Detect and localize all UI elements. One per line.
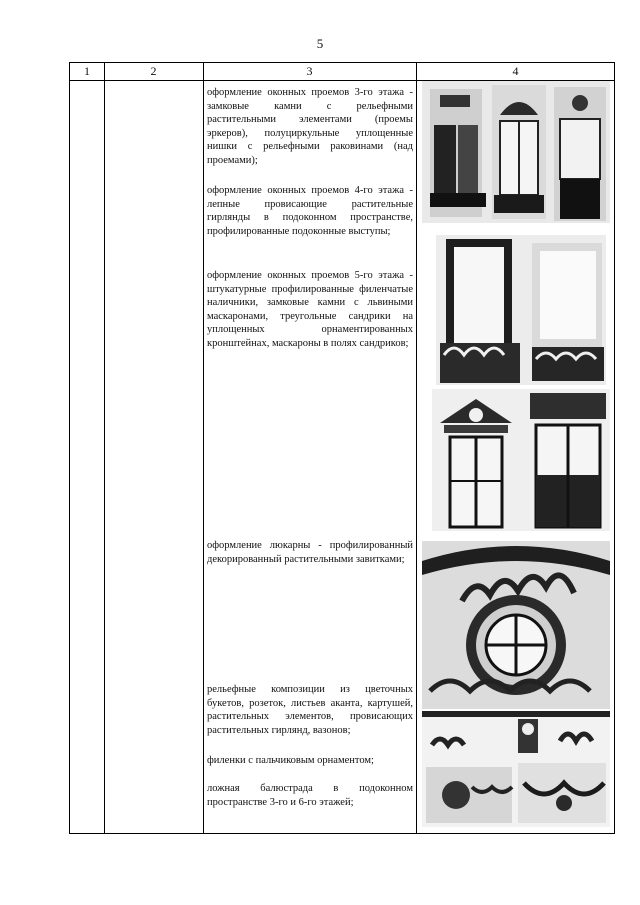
photo-windows-3rd-floor bbox=[422, 81, 610, 223]
description-dormer: оформление люкарны - профилированный декорированный растительными завитками; bbox=[207, 540, 413, 565]
description-false-balustrade: ложная балюстрада в подоконном пространстве 3-го и 6-го этажей; bbox=[207, 783, 413, 808]
description-windows-4th-floor: оформление оконных проемов 4-го этажа - лепные провисающие растительные гирлянды в подоконном пространстве, профилированные подоконные выступы; bbox=[207, 185, 413, 237]
column-header-4: 4 bbox=[512, 64, 519, 78]
column-divider bbox=[104, 63, 105, 833]
column-header-2: 2 bbox=[150, 64, 157, 78]
column-header-1: 1 bbox=[84, 64, 90, 78]
description-windows-3rd-floor: оформление оконных проемов 3-го этажа - замковые камни с рельефными растительными элементами (проемы эркеров), полуциркульные уплощенные нишки с рельефными раковинами (над проемами); bbox=[207, 87, 413, 166]
description-windows-5th-floor: оформление оконных проемов 5-го этажа - штукатурные профилированные филенчатые наличники, замковые камни с львиными маскаронами, треугольные сандрики на уплощенных орнаментированных кронштейнах, маскароны в полях сандриков; bbox=[207, 270, 413, 349]
photo-dormer bbox=[422, 541, 610, 709]
photo-windows-5th-floor bbox=[432, 389, 610, 531]
description-relief-compositions: рельефные композиции из цветочных букетов, розеток, листьев аканта, картушей, растительных элементов, провисающих растительных гирлянд, вазонов; bbox=[207, 684, 413, 736]
page-number: 5 bbox=[316, 36, 324, 51]
column-divider bbox=[416, 63, 417, 833]
photo-windows-4th-floor bbox=[436, 235, 606, 385]
table-header-row bbox=[70, 63, 614, 81]
column-divider bbox=[203, 63, 204, 833]
document-table bbox=[69, 62, 615, 834]
description-finger-panels: филенки с пальчиковым орнаментом; bbox=[207, 755, 374, 766]
photo-relief-compositions bbox=[422, 711, 610, 827]
column-header-3: 3 bbox=[306, 64, 313, 78]
